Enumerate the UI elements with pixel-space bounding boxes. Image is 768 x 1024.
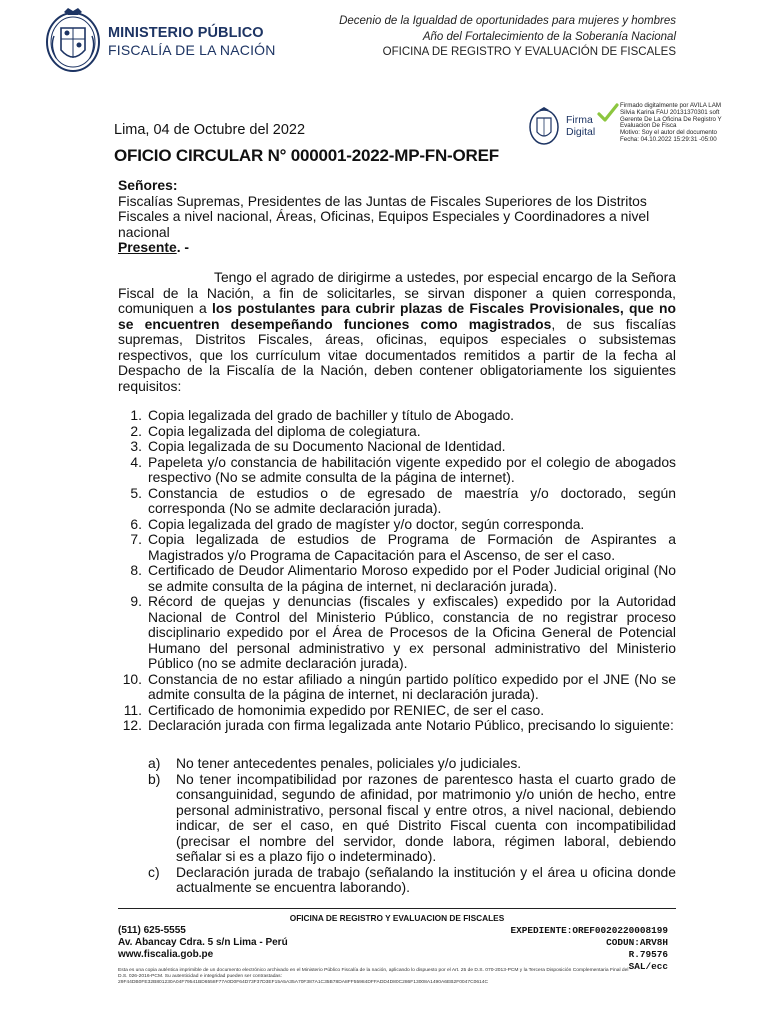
- footer-website[interactable]: www.fiscalia.gob.pe: [118, 949, 214, 960]
- subitem-text: No tener incompatibilidad por razones de parentesco hasta el cuarto grado de consanguinidad, segundo de afinidad, por matrimonio y/o unión de hecho, entre personal administrativo, personal fiscal y entre otros, a nivel nacional, debiendo indicar, de ser el caso, en qué Distrito Fiscal cuenta con incompatibilidad (precisar el nombre del servidor, donde labora, régimen laboral, debiendo señalar si es a plazo fijo o indeterminado).: [176, 770, 676, 864]
- item-text: Copia legalizada del grado de magíster y/o doctor, según corresponda.: [148, 515, 585, 532]
- body-paragraph: [118, 270, 676, 394]
- subitem: [148, 756, 676, 772]
- authenticity-hash: 29F44DB0FE32B801230A04F79541BD6558F77A0D0F64D73F37D3EF15A5A35A70F387A1C35B78DA8FF55984DFFADD4D80C286F13008A1490A6EB2F0047C0614C: [118, 980, 489, 985]
- item-number: 3.: [130, 438, 142, 454]
- subitem-text: Declaración jurada de trabajo (señalando la institución y el área u oficina donde actualmente se encuentra laborando).: [176, 863, 676, 895]
- digital-signature-label: [566, 114, 595, 138]
- presente-label: Presente: [118, 239, 177, 255]
- item-number: 4.: [130, 453, 142, 470]
- issuing-office: OFICINA DE REGISTRO Y EVALUACIÓN DE FISCALES: [382, 46, 676, 58]
- item-text: Papeleta y/o constancia de habilitación vigente expedido por el colegio de abogados respectivo (No se admite consulta de la página de internet).: [148, 453, 676, 485]
- item-text: Declaración jurada con firma legalizada ante Notario Público, precisando lo siguiente:: [148, 717, 674, 733]
- item-number: 6.: [130, 515, 142, 532]
- item-number: 9.: [130, 593, 142, 609]
- signature-meta-line: Silvia Karina FAU 20131370301 soft: [620, 108, 720, 116]
- authenticity-note-line: D.S. 026-2016-PCM. Su autenticidad e integridad pueden ser contrastadas:: [118, 974, 282, 979]
- addressee-text: Fiscalías Supremas, Presidentes de las Juntas de Fiscales Superiores de los Distritos Fiscales a nivel nacional, Áreas, Oficinas, Equipos Especiales y Coordinadores a nivel nacional: [118, 192, 650, 240]
- item-text: Copia legalizada de estudios de Programa de Formación de Aspirantes a Magistrados y/o Programa de Capacitación para el Ascenso, de ser el caso.: [148, 531, 676, 563]
- requirement-item: [118, 672, 676, 703]
- declaration-subitems: [148, 756, 676, 896]
- paragraph-bold-text: los postulantes para cubrir plazas de Fiscales Provisionales, que no se encuentren desempeñando funciones como magistrados: [118, 300, 676, 332]
- footer-address: Av. Abancay Cdra. 5 s/n Lima - Perú: [118, 937, 288, 948]
- year-motto: Año del Fortalecimiento de la Soberanía Nacional: [422, 30, 676, 43]
- signature-seal-icon: [528, 106, 560, 146]
- requirement-item: [118, 703, 676, 719]
- item-number: 10.: [122, 670, 142, 687]
- item-text: Copia legalizada del grado de bachiller y título de Abogado.: [148, 407, 515, 423]
- subitem-letter: a): [148, 755, 161, 771]
- signature-meta-line: Motivo: Soy el autor del documento: [620, 129, 717, 137]
- expediente-code: EXPEDIENTE:OREF0020220008199: [510, 925, 668, 936]
- document-header-lines: [339, 14, 676, 61]
- requirement-item: [118, 408, 676, 424]
- item-text: Certificado de homonimia expedido por RENIEC, de ser el caso.: [148, 701, 545, 718]
- item-number: 7.: [130, 531, 142, 547]
- signature-label-digital: Digital: [566, 126, 596, 138]
- sal-code: SAL/ecc: [628, 961, 668, 972]
- item-number: 12.: [122, 717, 142, 733]
- requirement-item: [118, 532, 676, 563]
- requirement-item: [118, 455, 676, 486]
- document-date: Lima, 04 de Octubre del 2022: [114, 122, 306, 138]
- authenticity-note: [118, 968, 698, 986]
- ministerio-publico-seal-icon: [44, 6, 102, 74]
- r-code: R.79576: [628, 949, 668, 960]
- requirement-item: [118, 424, 676, 440]
- subitem-letter: c): [148, 863, 160, 880]
- requirement-item: [118, 486, 676, 517]
- subitem-text: No tener antecedentes penales, policiales y/o judiciales.: [176, 755, 522, 771]
- checkmark-icon: [597, 102, 619, 124]
- item-text: Certificado de Deudor Alimentario Moroso expedido por el Poder Judicial original (No se admite consulta de la página de internet, ni declaración jurada).: [148, 562, 676, 594]
- paragraph-text-start: Tengo el agrado de dirigirme a ustedes, por especial encargo de la Señora Fiscal de la Nación, a fin de solicitarles, se sirvan disponer a quien corresponda, comuniquen a: [118, 269, 676, 316]
- footer-divider: [118, 908, 676, 909]
- footer-phone: (511) 625-5555: [118, 925, 186, 936]
- authenticity-note-line: Esta es una copia auténtica imprimible de un documento electrónico archivado en el Ministerio Público Fiscalía de la nación, aplicando lo dispuesto por el Art. 25 de D.S. 070-2013-PCM y la Tercera Disposición Complementaria Final del: [118, 968, 629, 973]
- requirement-item: [118, 563, 676, 594]
- codun-code: CODUN:ARV8H: [606, 937, 668, 948]
- requirement-item: [118, 439, 676, 455]
- item-number: 5.: [130, 484, 142, 501]
- requirement-item: [118, 718, 676, 734]
- addressee-label: Señores:: [118, 177, 178, 193]
- decade-motto: Decenio de la Igualdad de oportunidades para mujeres y hombres: [339, 15, 676, 27]
- institution-logo-text: [108, 26, 276, 57]
- item-number: 8.: [130, 562, 142, 578]
- footer-file-codes: [510, 925, 668, 973]
- signature-meta-line: Evaluacion De Fisca: [620, 122, 677, 130]
- subitem: [148, 772, 676, 865]
- presente-suffix: . -: [176, 239, 190, 255]
- signature-meta-line: Gerente De La Oficina De Registro Y: [620, 115, 722, 123]
- item-number: 11.: [123, 701, 142, 718]
- addressee-block: [118, 178, 676, 256]
- signature-meta-line: Firmado digitalmente por AVILA LAM: [620, 102, 721, 109]
- item-text: Copia legalizada del diploma de colegiatura.: [148, 422, 421, 439]
- institution-name: MINISTERIO PÚBLICO: [108, 25, 264, 41]
- item-text: Récord de quejas y denuncias (fiscales y exfiscales) expedido por la Autoridad Nacional de Control del Ministerio Público, constancia de no registrar proceso disciplinario expedido por el Área de Procesos de la Oficina General de Potencial Humano del personal administrativo y ex personal administrativo del Ministerio Público (no se admite declaración jurada).: [148, 593, 676, 671]
- item-number: 2.: [130, 422, 142, 439]
- subitem-letter: b): [148, 770, 161, 787]
- signature-metadata: [620, 103, 756, 144]
- footer-contact: [118, 925, 288, 961]
- document-title: OFICIO CIRCULAR N° 000001-2022-MP-FN-OREF: [114, 146, 499, 165]
- requirements-list: [118, 408, 676, 734]
- paragraph-text-end: , de sus fiscalías supremas, Distritos Fiscales, áreas, oficinas, equipos especiales o subsistemas respectivos, que los currículum vitae documentados remitidos a partir de la fecha al Despacho de la Fiscalía de la Nación, deben contener obligatoriamente los siguientes requisitos:: [118, 315, 676, 394]
- signature-label-firma: Firma: [566, 114, 593, 126]
- item-text: Constancia de estudios o de egresado de maestría y/o doctorado, según corresponda (No se admite declaración jurada).: [148, 484, 676, 516]
- institution-subname: FISCALÍA DE LA NACIÓN: [108, 41, 276, 58]
- item-text: Copia legalizada de su Documento Nacional de Identidad.: [148, 438, 506, 454]
- requirement-item: [118, 517, 676, 533]
- item-text: Constancia de no estar afiliado a ningún partido político expedido por el JNE (No se admite consulta de la página de internet, ni declaración jurada).: [148, 670, 676, 702]
- footer-office: OFICINA DE REGISTRO Y EVALUACION DE FISCALES: [289, 913, 505, 923]
- subitem: [148, 865, 676, 896]
- signature-meta-line: Fecha: 04.10.2022 15:29:31 -05:00: [620, 135, 717, 143]
- requirement-item: [118, 594, 676, 672]
- item-number: 1.: [130, 407, 142, 423]
